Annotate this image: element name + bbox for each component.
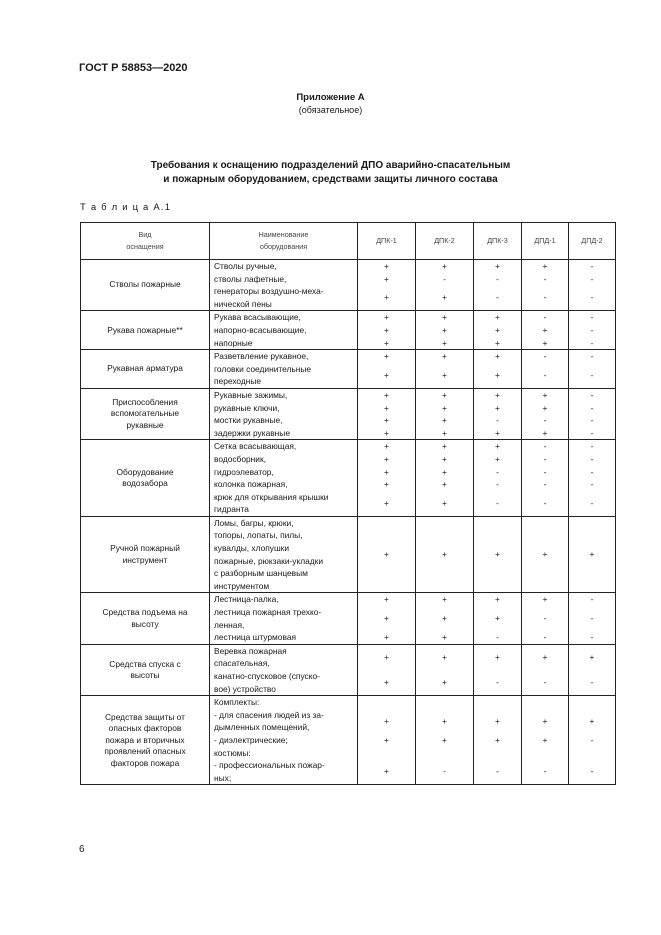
equipment-kind-line: Средства спуска с <box>109 658 181 669</box>
equipment-item-line: с разборным шанцевым <box>214 568 308 579</box>
equipment-kind-line: Рукавная арматура <box>107 363 183 374</box>
availability-mark <box>416 696 473 709</box>
unit-marks-cell <box>522 696 569 785</box>
header-kind-line: Вид <box>138 230 152 239</box>
equipment-kind-cell <box>81 644 210 695</box>
equipment-item-line: головки соединительные <box>214 363 312 374</box>
availability-mark: + <box>495 453 500 464</box>
table-title-line: Требования к оснащению подразделений ДПО аварийно-спасательным <box>150 160 511 171</box>
unit-marks-cell <box>522 388 569 439</box>
equipment-item-line: Разветвление рукавное, <box>214 351 309 362</box>
availability-mark: + <box>495 441 500 452</box>
equipment-kind-cell <box>81 440 210 517</box>
unit-marks-cell <box>358 388 416 439</box>
equipment-kind-cell <box>81 260 210 311</box>
availability-mark: - <box>496 466 499 477</box>
availability-mark: - <box>496 497 499 508</box>
availability-mark: + <box>384 466 389 477</box>
header-unit: ДПД-2 <box>569 223 616 260</box>
availability-mark <box>522 696 568 709</box>
equipment-kind-line: опасных факторов <box>108 723 182 734</box>
table-row <box>81 593 616 644</box>
availability-mark: + <box>442 466 447 477</box>
equipment-item-line: Лестница-палка, <box>214 594 279 605</box>
availability-mark: + <box>442 497 447 508</box>
availability-mark: - <box>543 677 547 688</box>
unit-marks-cell <box>569 696 616 785</box>
equipment-items-cell <box>210 350 358 389</box>
equipment-items-cell <box>210 696 358 785</box>
equipment-kind-cell <box>81 350 210 389</box>
availability-mark: - <box>590 427 594 438</box>
availability-mark <box>358 696 415 709</box>
availability-mark: + <box>442 716 447 727</box>
table-row <box>81 696 616 785</box>
unit-marks-cell <box>569 388 616 439</box>
availability-mark: + <box>495 351 500 362</box>
equipment-item-line: Стволы ручные, <box>214 261 277 271</box>
availability-mark: + <box>384 351 389 362</box>
equipment-kind-cell <box>81 388 210 439</box>
equipment-item-line: задержки рукавные <box>214 427 290 438</box>
equipment-kind-line: рукавные <box>126 419 164 430</box>
equipment-item-line: генераторы воздушно-меха- <box>214 286 324 297</box>
unit-marks-cell <box>474 350 522 389</box>
unit-marks-cell <box>522 644 569 695</box>
availability-mark <box>358 747 415 760</box>
availability-mark: + <box>495 735 500 745</box>
availability-mark: - <box>543 370 547 381</box>
equipment-items-cell <box>210 593 358 644</box>
availability-mark: + <box>442 415 447 426</box>
equipment-item-line: переходные <box>214 376 262 387</box>
availability-mark: - <box>590 370 594 381</box>
availability-mark: + <box>495 312 500 323</box>
equipment-item-line: лестница штурмовая <box>214 632 297 643</box>
availability-mark: + <box>542 735 548 745</box>
equipment-kind-line: вспомогательные <box>110 408 180 419</box>
unit-marks-cell <box>358 696 416 785</box>
equipment-kind-line: высоты <box>130 670 160 681</box>
availability-mark: + <box>384 497 389 508</box>
unit-marks-cell <box>416 516 474 593</box>
availability-mark: - <box>590 389 594 400</box>
equipment-kind-cell <box>81 516 210 593</box>
equipment-kind-line: проявлений опасных <box>104 746 186 757</box>
availability-mark: + <box>442 479 447 490</box>
unit-marks-cell <box>569 260 616 311</box>
availability-mark: + <box>442 370 447 381</box>
availability-mark: + <box>442 549 447 560</box>
availability-mark: + <box>384 453 389 464</box>
availability-mark: - <box>543 613 547 624</box>
unit-marks-cell <box>416 644 474 695</box>
unit-marks-cell <box>416 350 474 389</box>
unit-marks-cell <box>358 593 416 644</box>
equipment-item-line: гидроэлеватор, <box>214 466 274 477</box>
availability-mark: - <box>543 273 547 284</box>
unit-marks-cell <box>474 516 522 593</box>
availability-mark: + <box>384 389 389 400</box>
equipment-item-line: крюк для открывания крышки <box>214 491 329 502</box>
table-row <box>81 388 616 439</box>
availability-mark: - <box>496 632 499 643</box>
availability-mark: + <box>384 261 389 271</box>
availability-mark: + <box>384 716 389 727</box>
availability-mark: + <box>442 632 447 643</box>
unit-marks-cell <box>569 350 616 389</box>
appendix-subtitle: (обязательное) <box>298 105 363 115</box>
availability-mark: + <box>384 677 389 688</box>
availability-mark: + <box>384 370 389 381</box>
availability-mark: + <box>442 735 447 745</box>
availability-mark: + <box>542 402 548 413</box>
equipment-kind-line: водозабора <box>122 478 168 489</box>
availability-mark: - <box>443 273 446 284</box>
unit-marks-cell <box>474 593 522 644</box>
unit-marks-cell <box>416 260 474 311</box>
availability-mark: + <box>384 479 389 490</box>
availability-mark: + <box>442 441 447 452</box>
equipment-item-line: Комплекты: <box>214 697 260 708</box>
equipment-item-line: колонка пожарная, <box>214 479 288 490</box>
availability-mark: + <box>442 677 447 688</box>
availability-mark: + <box>384 273 389 284</box>
equipment-item-line: канатно-спусковое (спуско- <box>214 671 320 682</box>
equipment-item-line: стволы лафетные, <box>214 273 287 284</box>
availability-mark <box>569 747 615 760</box>
table-title-line: и пожарным оборудованием, средствами защиты личного состава <box>163 174 498 185</box>
availability-mark: + <box>495 594 500 605</box>
availability-mark: + <box>442 594 447 605</box>
availability-mark: - <box>543 292 547 303</box>
availability-mark: - <box>543 415 547 426</box>
availability-mark: - <box>590 466 594 477</box>
availability-mark: + <box>384 652 389 663</box>
header-equipment-line: Наименование <box>258 230 309 239</box>
availability-mark <box>522 747 568 760</box>
equipment-item-line: костюмы: <box>214 747 251 758</box>
unit-marks-cell <box>569 311 616 350</box>
equipment-kind-line: Средства подъема на <box>102 607 188 618</box>
table-caption: Т а б л и ц а А.1 <box>80 202 172 213</box>
availability-mark: - <box>496 273 499 284</box>
availability-mark: - <box>543 766 547 777</box>
unit-marks-cell <box>474 696 522 785</box>
availability-mark: + <box>495 337 500 348</box>
availability-mark: + <box>542 324 548 335</box>
availability-mark: + <box>442 324 447 335</box>
availability-mark: - <box>590 479 594 490</box>
availability-mark: - <box>590 632 594 643</box>
availability-mark: + <box>495 652 500 663</box>
equipment-kind-line: высоту <box>131 618 159 629</box>
availability-mark <box>416 747 473 760</box>
availability-mark: - <box>590 497 594 508</box>
unit-marks-cell <box>358 644 416 695</box>
unit-marks-cell <box>358 440 416 517</box>
availability-mark: + <box>589 549 595 560</box>
equipment-items-cell <box>210 260 358 311</box>
equipment-item-line: - профессиональных пожар- <box>214 760 325 771</box>
availability-mark: + <box>495 716 500 727</box>
header-equipment <box>210 223 358 260</box>
availability-mark: + <box>384 735 389 745</box>
availability-mark: + <box>542 389 548 400</box>
availability-mark: + <box>384 613 389 624</box>
availability-mark: - <box>590 735 594 745</box>
availability-mark: + <box>542 716 548 727</box>
unit-marks-cell <box>522 350 569 389</box>
unit-marks-cell <box>522 516 569 593</box>
availability-mark: - <box>590 415 594 426</box>
availability-mark: - <box>590 351 594 362</box>
availability-mark: - <box>443 766 446 777</box>
availability-mark: + <box>542 337 548 348</box>
availability-mark: + <box>495 389 500 400</box>
availability-mark: + <box>542 594 548 605</box>
availability-mark: - <box>543 453 547 464</box>
header-kind-line: оснащения <box>126 242 164 251</box>
availability-mark: - <box>590 292 594 303</box>
availability-mark <box>474 747 521 760</box>
equipment-kind-line: Ручной пожарный <box>110 543 180 554</box>
availability-mark: + <box>442 652 447 663</box>
availability-mark: + <box>442 351 447 362</box>
document-header: ГОСТ Р 58853—2020 <box>79 62 188 74</box>
availability-mark: + <box>495 549 500 560</box>
availability-mark: - <box>590 324 594 335</box>
availability-mark: - <box>496 415 499 426</box>
table-title <box>0 159 661 187</box>
unit-marks-cell <box>569 593 616 644</box>
equipment-item-line: дымленных помещений, <box>214 722 310 733</box>
availability-mark <box>474 696 521 709</box>
equipment-item-line: Веревка пожарная <box>214 645 287 656</box>
equipment-item-line: Сетка всасывающая, <box>214 441 297 452</box>
equipment-kind-line: Рукава пожарные** <box>107 324 183 335</box>
unit-marks-cell <box>416 311 474 350</box>
header-kind <box>81 223 210 260</box>
equipment-item-line: рукавные ключи, <box>214 402 280 413</box>
availability-mark: + <box>495 324 500 335</box>
unit-marks-cell <box>474 644 522 695</box>
unit-marks-cell <box>416 593 474 644</box>
equipment-kind-cell <box>81 593 210 644</box>
table-row <box>81 516 616 593</box>
table-body <box>81 260 616 785</box>
availability-mark: - <box>590 402 594 413</box>
unit-marks-cell <box>474 260 522 311</box>
availability-mark: - <box>496 292 499 303</box>
availability-mark: + <box>442 312 447 323</box>
availability-mark: + <box>542 261 548 271</box>
unit-marks-cell <box>569 516 616 593</box>
availability-mark: + <box>384 402 389 413</box>
equipment-kind-line: Средства защиты от <box>105 711 185 722</box>
equipment-kind-line: факторов пожара <box>110 757 180 768</box>
availability-mark: - <box>543 441 547 452</box>
unit-marks-cell <box>522 440 569 517</box>
page-number: 6 <box>79 844 85 855</box>
availability-mark: + <box>442 261 447 271</box>
unit-marks-cell <box>416 440 474 517</box>
unit-marks-cell <box>522 260 569 311</box>
availability-mark: - <box>543 497 547 508</box>
table-row <box>81 260 616 311</box>
equipment-item-line: напорно-всасывающие, <box>214 324 307 335</box>
availability-mark: - <box>590 677 594 688</box>
unit-marks-cell <box>358 350 416 389</box>
availability-mark: + <box>384 337 389 348</box>
table-header-row <box>81 223 616 260</box>
unit-marks-cell <box>358 516 416 593</box>
availability-mark: - <box>543 312 547 323</box>
equipment-item-line: мостки рукавные, <box>214 415 283 426</box>
equipment-items-cell <box>210 388 358 439</box>
unit-marks-cell <box>522 593 569 644</box>
availability-mark: - <box>496 479 499 490</box>
header-unit: ДПК-3 <box>474 223 522 260</box>
table-row <box>81 644 616 695</box>
availability-mark: - <box>543 466 547 477</box>
equipment-items-cell <box>210 644 358 695</box>
unit-marks-cell <box>416 388 474 439</box>
availability-mark: - <box>543 351 547 362</box>
availability-mark: + <box>384 549 389 560</box>
availability-mark <box>569 696 615 709</box>
availability-mark: + <box>384 312 389 323</box>
header-unit: ДПД-1 <box>522 223 569 260</box>
availability-mark: + <box>495 261 500 271</box>
availability-mark: + <box>495 613 500 624</box>
unit-marks-cell <box>358 260 416 311</box>
equipment-item-line: кувалды, хлопушки <box>214 543 290 554</box>
equipment-item-line: спасательная, <box>214 658 270 669</box>
header-unit: ДПК-2 <box>416 223 474 260</box>
header-equipment-line: оборудования <box>259 242 308 251</box>
equipment-kind-cell <box>81 311 210 350</box>
equipment-item-line: ных; <box>214 772 232 783</box>
availability-mark: + <box>384 766 389 777</box>
availability-mark: + <box>384 415 389 426</box>
equipment-item-line: ленная, <box>214 619 245 630</box>
availability-mark: + <box>384 427 389 438</box>
availability-mark: + <box>384 292 389 303</box>
availability-mark: + <box>384 441 389 452</box>
availability-mark: + <box>384 632 389 643</box>
availability-mark: - <box>590 594 594 605</box>
appendix-title: Приложение А <box>296 92 365 103</box>
equipment-kind-line: Приспособления <box>112 396 178 407</box>
availability-mark: + <box>542 549 548 560</box>
unit-marks-cell <box>474 440 522 517</box>
equipment-item-line: Рукавные зажимы, <box>214 389 288 400</box>
availability-mark: + <box>442 453 447 464</box>
availability-mark: + <box>495 370 500 381</box>
equipment-items-cell <box>210 440 358 517</box>
equipment-items-cell <box>210 516 358 593</box>
availability-mark: + <box>495 427 500 438</box>
availability-mark: - <box>590 453 594 464</box>
availability-mark: - <box>496 766 499 777</box>
availability-mark: + <box>442 402 447 413</box>
availability-mark: + <box>589 716 595 727</box>
unit-marks-cell <box>358 311 416 350</box>
availability-mark: - <box>590 261 594 271</box>
availability-mark: + <box>495 402 500 413</box>
availability-mark: + <box>384 324 389 335</box>
equipment-items-cell <box>210 311 358 350</box>
equipment-kind-line: Оборудование <box>116 466 174 477</box>
equipment-item-line: вое) устройство <box>214 683 276 694</box>
equipment-kind-cell <box>81 696 210 785</box>
unit-marks-cell <box>569 440 616 517</box>
equipment-item-line: инструментом <box>214 580 270 591</box>
table-row <box>81 440 616 517</box>
availability-mark: - <box>590 312 594 323</box>
availability-mark: + <box>442 427 447 438</box>
availability-mark: - <box>496 677 499 688</box>
equipment-item-line: - диэлектрические; <box>214 735 288 745</box>
availability-mark: + <box>384 594 389 605</box>
equipment-item-line: водосборник, <box>214 453 266 464</box>
equipment-table <box>80 222 616 785</box>
unit-marks-cell <box>522 311 569 350</box>
equipment-item-line: пожарные, рюкзаки-укладки <box>214 555 324 566</box>
equipment-item-line: нической пены <box>214 298 272 309</box>
availability-mark: + <box>542 427 548 438</box>
availability-mark: - <box>590 766 594 777</box>
availability-mark: - <box>590 613 594 624</box>
unit-marks-cell <box>474 388 522 439</box>
availability-mark: - <box>590 441 594 452</box>
equipment-item-line: напорные <box>214 337 253 348</box>
table-row <box>81 311 616 350</box>
equipment-item-line: Рукава всасывающие, <box>214 312 301 323</box>
availability-mark: + <box>589 652 595 663</box>
unit-marks-cell <box>474 311 522 350</box>
availability-mark: + <box>442 292 447 303</box>
equipment-item-line: гидранта <box>214 504 249 515</box>
equipment-item-line: топоры, лопаты, пилы, <box>214 530 303 541</box>
equipment-kind-line: пожара и вторичных <box>105 734 185 745</box>
equipment-kind-line: инструмент <box>122 554 168 565</box>
table-row <box>81 350 616 389</box>
header-unit: ДПК-1 <box>358 223 416 260</box>
equipment-item-line: лестница пожарная трехко- <box>214 607 322 618</box>
equipment-item-line: - для спасения людей из за- <box>214 709 324 720</box>
unit-marks-cell <box>569 644 616 695</box>
availability-mark: + <box>542 652 548 663</box>
availability-mark: - <box>590 337 594 348</box>
availability-mark: - <box>543 632 547 643</box>
equipment-item-line: Ломы, багры, крюки, <box>214 517 294 528</box>
unit-marks-cell <box>416 696 474 785</box>
availability-mark: - <box>590 273 594 284</box>
availability-mark: + <box>442 613 447 624</box>
availability-mark: + <box>442 389 447 400</box>
equipment-kind-line: Стволы пожарные <box>109 279 181 290</box>
availability-mark: - <box>543 479 547 490</box>
availability-mark: + <box>442 337 447 348</box>
